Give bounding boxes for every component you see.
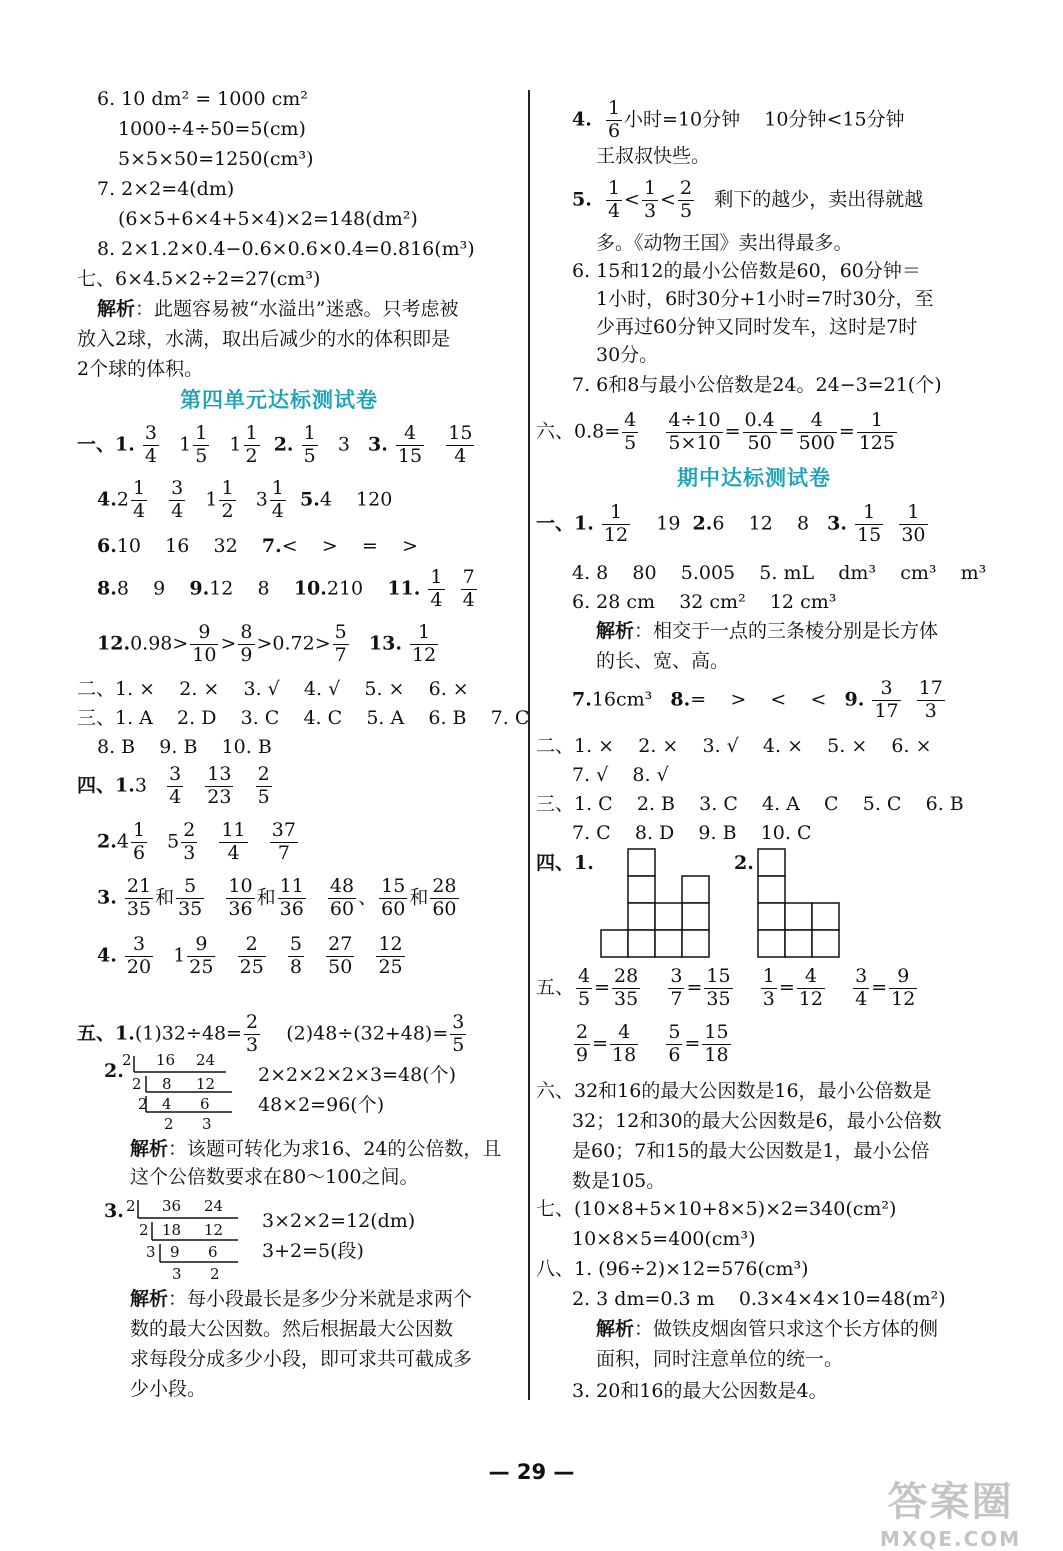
explanation: 的长、宽、高。 — [596, 650, 730, 672]
fraction: $\frac{27}{50}$ — [328, 933, 353, 978]
answer-row: 一、1. $\frac{3}{4}$ 1 $\frac{1}{5}$ 1 $\frac{1}{2}$ 2. $\frac{1}{5}$ 3 3. $\frac{4}{15}$ $\frac{15}{4}$ — [77, 422, 473, 467]
fraction: $\frac{1}{3}$ — [643, 177, 657, 222]
answer-row: 4. $\frac{3}{20}$ 1 $\frac{9}{25}$ $\frac{2}{25}$ $\frac{5}{8}$ $\frac{27}{50}$ $\frac{12}{25}$ — [97, 933, 403, 978]
answer-line: 7. 6和8与最小公倍数是24。24−3=21(个) — [572, 374, 942, 396]
answer-line: 王叔叔快些。 — [596, 145, 711, 167]
ladder-cell: 16 — [156, 1051, 176, 1069]
fraction: $\frac{5}{35}$ — [178, 875, 203, 920]
explanation: 解析：每小段最长是多少分米就是求两个 — [130, 1288, 473, 1310]
fraction: $\frac{9}{12}$ — [891, 965, 916, 1010]
ladder-cell: 8 — [162, 1075, 172, 1093]
explanation: 这个公倍数要求在80～100之间。 — [130, 1166, 419, 1188]
answer-row: 3. $\frac{21}{35}$ 和 $\frac{5}{35}$ $\frac{10}{36}$ 和 $\frac{11}{36}$ $\frac{48}{60}$ 、 $\frac{15}{60}$ 和 $\frac{28}{60}$ — [97, 875, 457, 920]
fraction: $\frac{11}{36}$ — [279, 875, 304, 920]
fraction: $\frac{17}{3}$ — [918, 677, 943, 722]
answer-row: 7.16cm³ 8.= > < < 9. $\frac{3}{17}$ $\frac{17}{3}$ — [572, 677, 943, 722]
answer-line: 6. 10 dm² = 1000 cm² — [97, 88, 308, 110]
answer-line: 数是105。 — [572, 1170, 666, 1192]
page-number: — 29 — — [488, 1460, 575, 1484]
section-title: 期中达标测试卷 — [677, 466, 831, 490]
watermark-logo: 答案圈 MXQE.COM — [880, 1479, 1022, 1551]
ladder-cell: 2 — [164, 1115, 174, 1133]
answer-line: 是60；7和15的最大公因数是1，最小公倍 — [572, 1140, 930, 1162]
fraction: $\frac{1}{5}$ — [195, 422, 208, 467]
explanation: 解析：该题可转化为求16、24的公倍数，且 — [130, 1138, 502, 1160]
ladder-cell: 18 — [162, 1221, 182, 1239]
answer-row: 4.2 $\frac{1}{4}$ $\frac{3}{4}$ 1 $\frac{1}{2}$ 3 $\frac{1}{4}$ 5.4 120 — [97, 477, 393, 522]
ladder-cell: 24 — [196, 1051, 216, 1069]
fraction: $\frac{3}{7}$ — [670, 965, 683, 1010]
ladder-cell: 2 — [126, 1197, 136, 1215]
fraction: $\frac{1}{15}$ — [857, 501, 882, 546]
ladder-cell: 24 — [204, 1197, 224, 1215]
column-divider — [528, 90, 530, 1400]
ladder-cell: 2 — [139, 1221, 149, 1239]
answer-line: 10×8×5=400(cm³) — [572, 1228, 756, 1250]
fraction: $\frac{2}{5}$ — [257, 763, 270, 808]
answer-line: 8. 2×1.2×0.4−0.6×0.6×0.4=0.816(m³) — [97, 238, 475, 260]
fraction: $\frac{1}{2}$ — [245, 422, 258, 467]
ladder-cell: 12 — [204, 1221, 224, 1239]
fraction: $\frac{1}{4}$ — [132, 477, 146, 522]
fraction: $\frac{1}{12}$ — [603, 501, 629, 546]
answer-label: 2. — [734, 852, 754, 874]
ladder-cell: 2 — [132, 1075, 142, 1093]
fraction: $\frac{5}{7}$ — [334, 621, 347, 666]
answer-row: 六、0.8= $\frac{4}{5}$ $\frac{4\div 10}{5\times 10}$ = $\frac{0.4}{50}$ = $\frac{4}{500}$ = $\frac{1}{125}$ — [536, 409, 896, 454]
answer-row: 12.0.98> $\frac{9}{10}$ > $\frac{8}{9}$ >0.72> $\frac{5}{7}$ 13. $\frac{1}{12}$ — [97, 621, 437, 666]
answer-line: 2. 3 dm=0.3 m 0.3×4×4×10=48(m²) — [572, 1288, 946, 1310]
fraction: $\frac{0.4}{50}$ — [744, 409, 775, 454]
fraction: $\frac{3}{5}$ — [452, 1011, 465, 1056]
answer-line: 2×2×2×2×3=48(个) — [258, 1064, 457, 1086]
fraction: $\frac{3}{20}$ — [126, 933, 152, 978]
answer-line: 七、(10×8+5×10+8×5)×2=340(cm²) — [536, 1198, 897, 1220]
ladder-cell: 12 — [196, 1075, 216, 1093]
fraction: $\frac{28}{60}$ — [432, 875, 457, 920]
answer-line: 3+2=5(段) — [262, 1240, 364, 1262]
answer-line: 七、6×4.5×2÷2=27(cm³) — [77, 268, 321, 290]
fraction: $\frac{1}{12}$ — [411, 621, 437, 666]
answer-line: (6×5+6×4+5×4)×2=148(dm²) — [118, 208, 418, 230]
answer-line: 6. 28 cm 32 cm² 12 cm³ — [572, 591, 837, 613]
fraction: $\frac{3}{4}$ — [171, 477, 184, 522]
ladder-cell: 4 — [162, 1095, 172, 1113]
explanation: 面积，同时注意单位的统一。 — [596, 1348, 844, 1370]
fraction: $\frac{1}{5}$ — [303, 422, 316, 467]
cube-view-drawing-2 — [757, 848, 843, 960]
section-title: 第四单元达标测试卷 — [180, 388, 378, 412]
fraction: $\frac{1}{6}$ — [607, 97, 621, 142]
explanation: 数的最大公因数。然后根据最大公因数 — [130, 1318, 454, 1340]
explanation: 解析：相交于一点的三条棱分别是长方体 — [596, 620, 939, 642]
answer-line: 5×5×50=1250(cm³) — [118, 148, 314, 170]
fraction: $\frac{12}{25}$ — [378, 933, 403, 978]
fraction: $\frac{4}{5}$ — [578, 965, 591, 1010]
answer-line: 3×2×2=12(dm) — [262, 1210, 416, 1232]
fraction: $\frac{13}{23}$ — [207, 763, 232, 808]
fraction: $\frac{8}{9}$ — [240, 621, 253, 666]
fraction: $\frac{1}{3}$ — [762, 965, 775, 1010]
answer-line: 二、1. × 2. × 3. √ 4. √ 5. × 6. × — [77, 678, 469, 700]
fraction: $\frac{4}{15}$ — [397, 422, 423, 467]
ladder-cell: 2 — [138, 1095, 148, 1113]
answer-row: 6.10 16 32 7.< > = > — [97, 535, 418, 557]
ladder-cell: 6 — [208, 1243, 218, 1261]
fraction: $\frac{5}{6}$ — [668, 1021, 681, 1066]
fraction: $\frac{21}{35}$ — [126, 875, 152, 920]
answer-line: 八、1. (96÷2)×12=576(cm³) — [536, 1258, 809, 1280]
answer-line: 多。《动物王国》卖出得最多。 — [596, 232, 853, 254]
fraction: $\frac{3}{4}$ — [169, 763, 182, 808]
fraction: $\frac{4}{5}$ — [624, 409, 637, 454]
item-number: 3. — [104, 1200, 124, 1222]
answer-row: 8.8 9 9.12 8 10.210 11. $\frac{1}{4}$ $\frac{7}{4}$ — [97, 566, 475, 611]
answer-line: 32；12和30的最大公因数是6，最小公倍数 — [572, 1110, 942, 1132]
fraction: $\frac{48}{60}$ — [329, 875, 355, 920]
answer-line: 30分。 — [596, 344, 659, 366]
answer-line: 三、1. C 2. B 3. C 4. A C 5. C 6. B — [536, 793, 964, 815]
fraction: $\frac{2}{5}$ — [679, 177, 693, 222]
answer-line: 7. C 8. D 9. B 10. C — [572, 822, 812, 844]
answer-line: 7. 2×2=4(dm) — [97, 178, 235, 200]
fraction: $\frac{3}{4}$ — [144, 422, 157, 467]
explanation: 放入2球，水满，取出后减少的水的体积即是 — [77, 328, 451, 350]
fraction: $\frac{4\div 10}{5\times 10}$ — [668, 409, 721, 454]
ladder-cell: 6 — [200, 1095, 210, 1113]
fraction: $\frac{3}{17}$ — [874, 677, 899, 722]
answer-line: 3. 20和16的最大公因数是4。 — [572, 1380, 828, 1402]
answer-line: 三、1. A 2. D 3. C 4. C 5. A 6. B 7. C — [77, 707, 530, 729]
answer-line: 六、32和16的最大公因数是16，最小公倍数是 — [536, 1080, 932, 1102]
fraction: $\frac{2}{9}$ — [576, 1021, 589, 1066]
fraction: $\frac{1}{4}$ — [271, 477, 284, 522]
fraction: $\frac{9}{25}$ — [189, 933, 214, 978]
answer-line: 1小时，6时30分+1小时=7时30分，至 — [596, 288, 934, 310]
fraction: $\frac{1}{30}$ — [901, 501, 926, 546]
explanation: 解析：做铁皮烟囱管只求这个长方体的侧 — [596, 1318, 939, 1340]
ladder-cell: 3 — [146, 1243, 156, 1261]
ladder-cell: 36 — [162, 1197, 182, 1215]
fraction: $\frac{15}{35}$ — [706, 965, 731, 1010]
fraction: $\frac{11}{4}$ — [221, 819, 246, 864]
fraction: $\frac{1}{2}$ — [221, 477, 234, 522]
answer-row: 四、1.3 $\frac{3}{4}$ $\frac{13}{23}$ $\frac{2}{5}$ — [77, 763, 270, 808]
explanation: 少小段。 — [130, 1378, 207, 1400]
fraction: $\frac{1}{125}$ — [858, 409, 896, 454]
answer-line: 二、1. × 2. × 3. √ 4. × 5. × 6. × — [536, 735, 932, 757]
fraction: $\frac{15}{60}$ — [381, 875, 406, 920]
ladder-cell: 3 — [202, 1115, 212, 1133]
fraction: $\frac{2}{3}$ — [183, 819, 196, 864]
fraction: $\frac{37}{7}$ — [271, 819, 296, 864]
explanation: 2个球的体积。 — [77, 358, 204, 380]
answer-row: 5. $\frac{1}{4}$ < $\frac{1}{3}$ < $\frac{2}{5}$ 剩下的越少，卖出得就越 — [572, 177, 924, 222]
answer-line: 48×2=96(个) — [258, 1094, 385, 1116]
fraction: $\frac{9}{10}$ — [192, 621, 217, 666]
fraction: $\frac{5}{8}$ — [289, 933, 303, 978]
fraction: $\frac{15}{18}$ — [704, 1021, 729, 1066]
answer-row: 一、1. $\frac{1}{12}$ 19 2.6 12 8 3. $\frac{1}{15}$ $\frac{1}{30}$ — [536, 501, 926, 546]
ladder-cell: 3 — [172, 1265, 182, 1283]
ladder-cell: 2 — [210, 1265, 220, 1283]
fraction: $\frac{1}{6}$ — [132, 819, 146, 864]
fraction: $\frac{15}{4}$ — [448, 422, 473, 467]
answer-row: $\frac{2}{9}$ = $\frac{4}{18}$ $\frac{5}{6}$ = $\frac{15}{18}$ — [576, 1021, 729, 1066]
answer-line: 少再过60分钟又同时发车，这时是7时 — [596, 316, 918, 338]
fraction: $\frac{4}{18}$ — [612, 1021, 637, 1066]
answer-line: 7. √ 8. √ — [572, 764, 669, 786]
answer-line: 6. 15和12的最小公倍数是60，60分钟＝ — [572, 260, 921, 282]
fraction: $\frac{10}{36}$ — [228, 875, 253, 920]
answer-line: 1000÷4÷50=5(cm) — [118, 118, 306, 140]
fraction: $\frac{2}{3}$ — [245, 1011, 259, 1056]
ladder-cell: 9 — [170, 1243, 180, 1261]
answer-row: 2.4 $\frac{1}{6}$ 5 $\frac{2}{3}$ $\frac{11}{4}$ $\frac{37}{7}$ — [97, 819, 296, 864]
fraction: $\frac{3}{4}$ — [855, 965, 868, 1010]
item-number: 2. — [104, 1060, 124, 1082]
answer-label: 四、1. — [536, 852, 594, 874]
explanation: 求每段分成多少小段，即可求共可截成多 — [130, 1348, 473, 1370]
cube-view-drawing-1 — [600, 848, 712, 960]
fraction: $\frac{1}{4}$ — [430, 566, 443, 611]
fraction: $\frac{7}{4}$ — [462, 566, 475, 611]
answer-line: 4. 8 80 5.005 5. mL dm³ cm³ m³ — [572, 562, 987, 584]
answer-line: 8. B 9. B 10. B — [97, 736, 272, 758]
fraction: $\frac{1}{4}$ — [607, 177, 621, 222]
answer-row: 4. $\frac{1}{6}$ 小时=10分钟 10分钟<15分钟 — [572, 97, 905, 142]
fraction: $\frac{4}{12}$ — [798, 965, 823, 1010]
ladder-cell: 2 — [122, 1051, 132, 1069]
answer-row: 五、 $\frac{4}{5}$ = $\frac{28}{35}$ $\frac{3}{7}$ = $\frac{15}{35}$ $\frac{1}{3}$ = $\frac{4}{12}$ $\frac{3}{4}$ = $\frac{9}{12}$ — [536, 965, 916, 1010]
explanation: 解析：此题容易被“水溢出”迷惑。只考虑被 — [97, 298, 459, 320]
fraction: $\frac{2}{25}$ — [239, 933, 264, 978]
answer-row: 五、1.(1)32÷48= $\frac{2}{3}$ (2)48÷(32+48)= $\frac{3}{5}$ — [77, 1011, 465, 1056]
fraction: $\frac{28}{35}$ — [614, 965, 639, 1010]
fraction: $\frac{4}{500}$ — [798, 409, 835, 454]
